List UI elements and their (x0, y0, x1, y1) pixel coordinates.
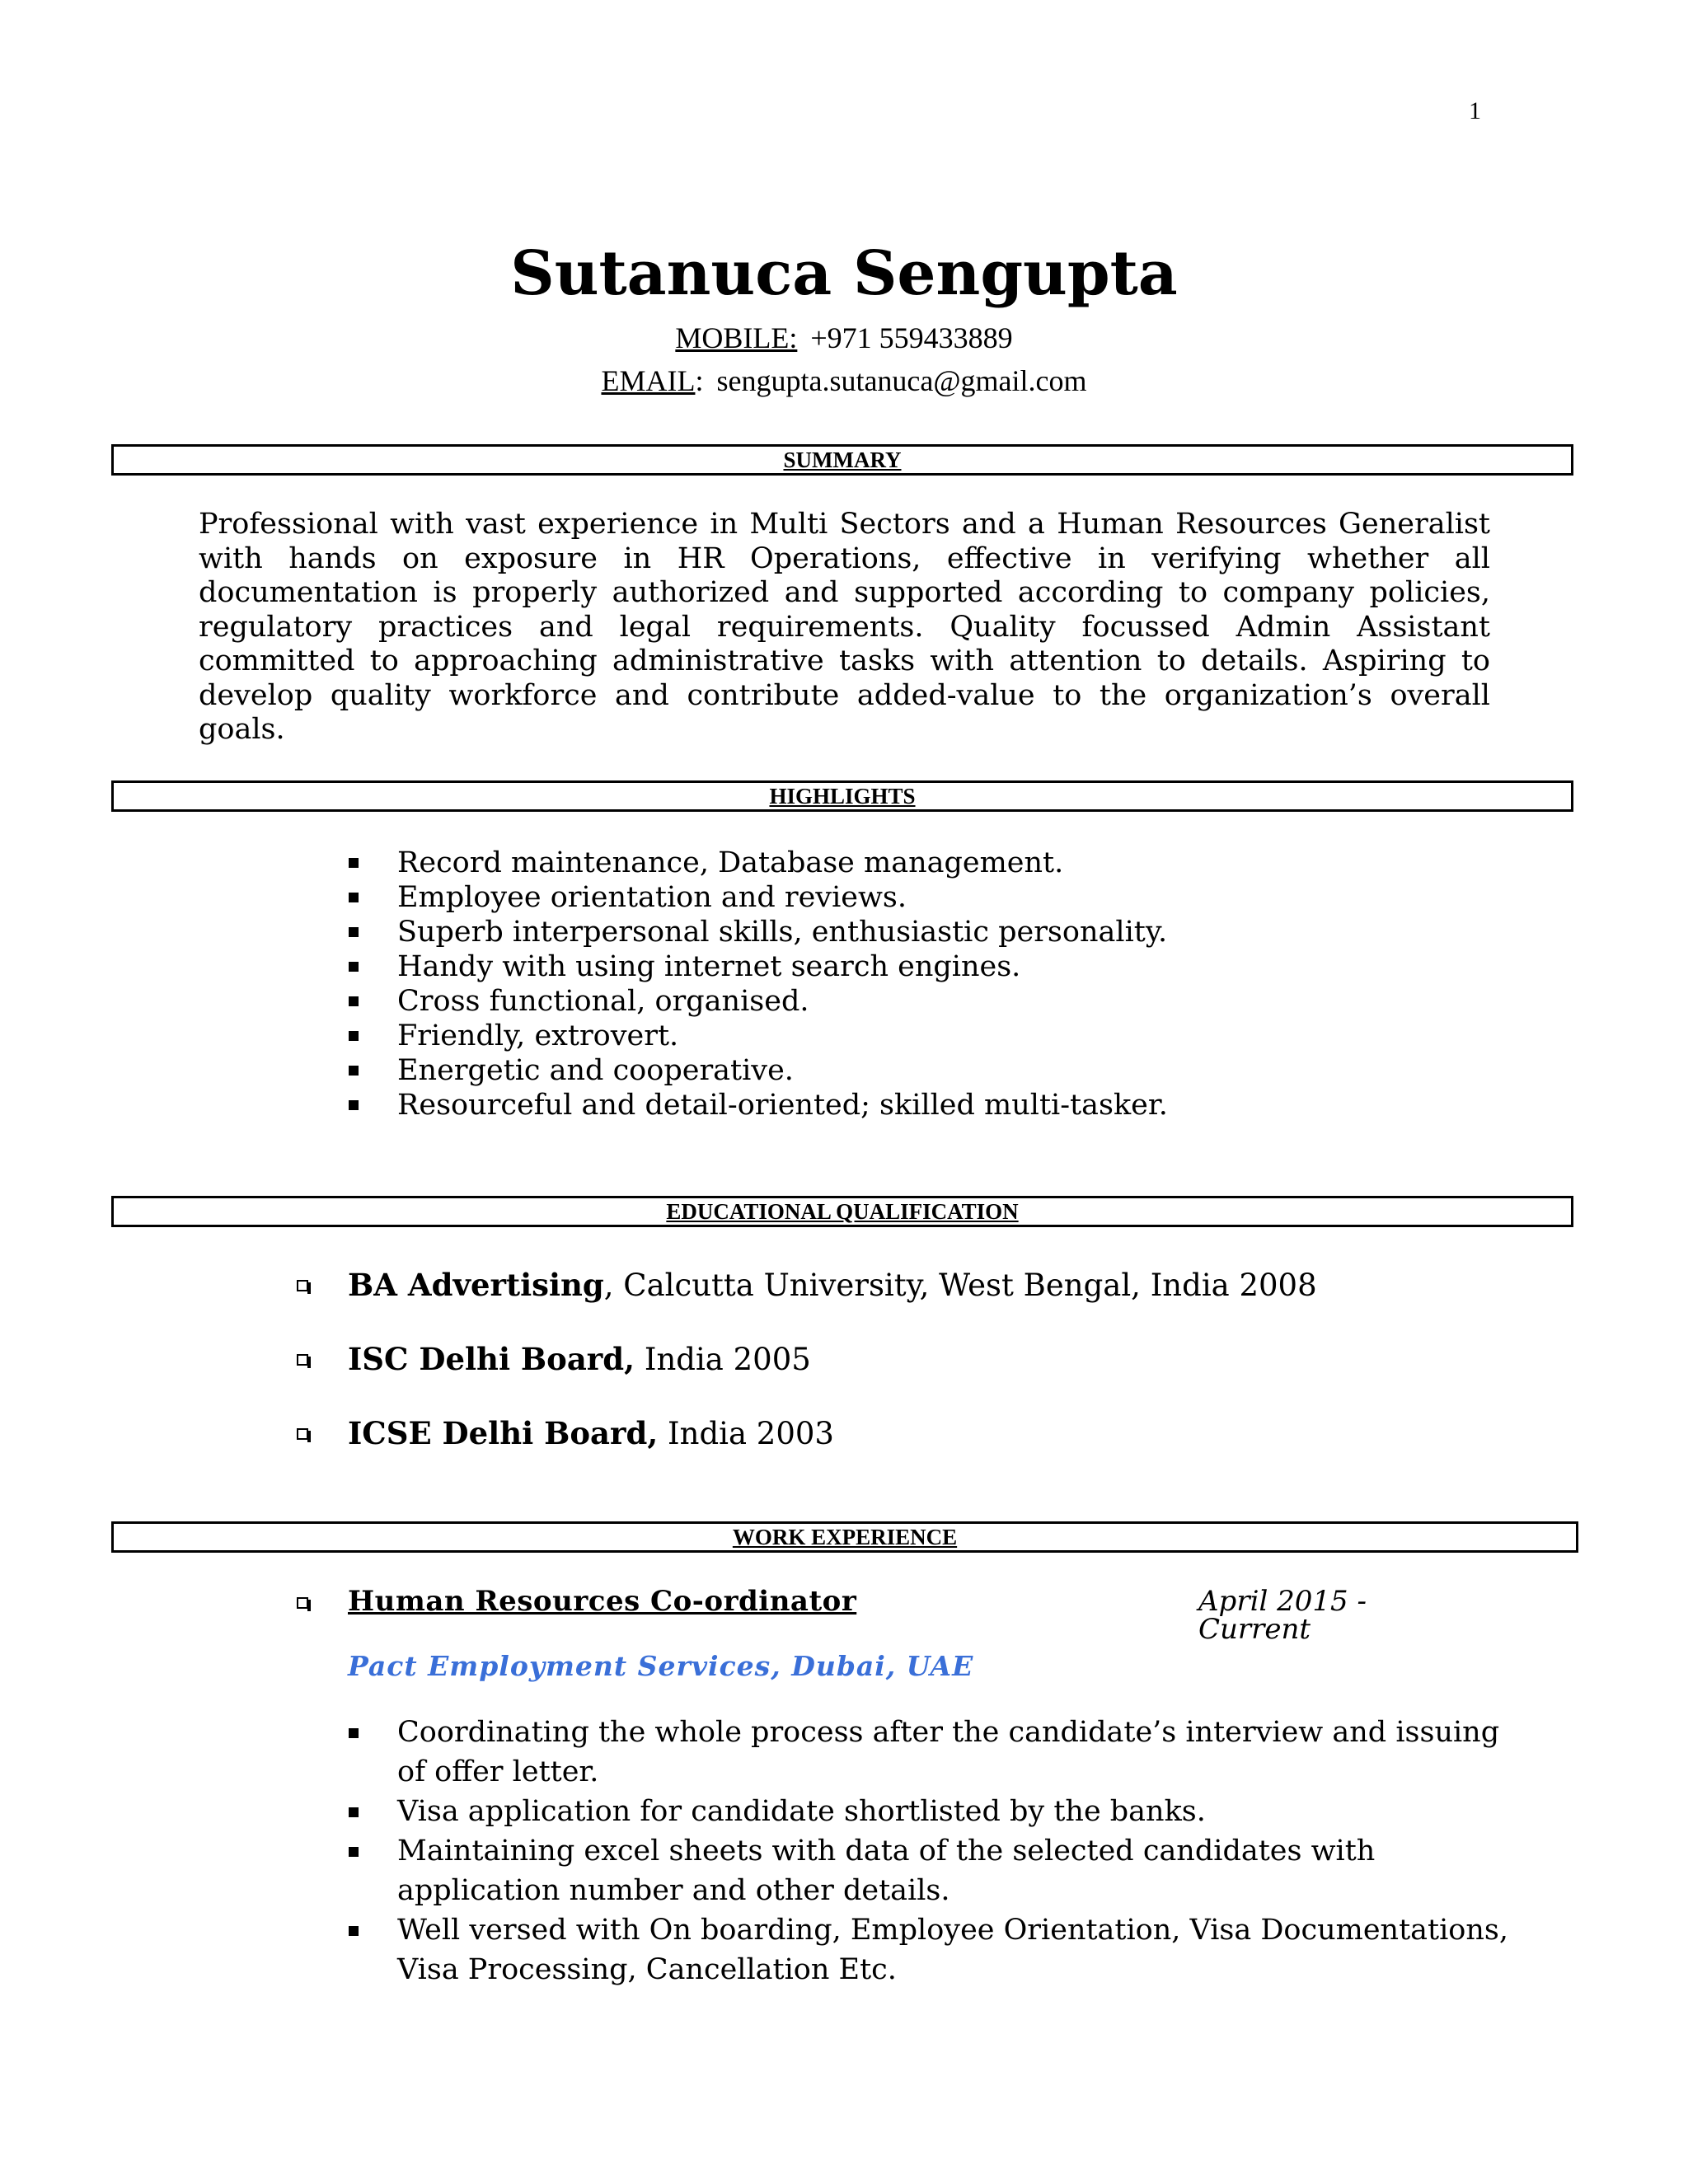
job-title: Human Resources Co-ordinator (348, 1585, 857, 1618)
mobile-line (0, 323, 1688, 353)
email-label: EMAIL (601, 364, 696, 397)
square-bullet-icon (349, 1100, 359, 1110)
email-line (0, 366, 1688, 396)
square-bullet-icon (349, 1728, 359, 1738)
list-item: Well versed with On boarding, Employee Orientation, Visa Documentations, Visa Processing, Cancellation Etc. (346, 1910, 1517, 1990)
list-item: Cross functional, organised. (346, 984, 1168, 1019)
education-item (297, 1267, 1317, 1303)
highlights-heading-text: HIGHLIGHTS (769, 784, 916, 808)
email-colon: : (695, 364, 704, 397)
education-heading-text: EDUCATIONAL QUALIFICATION (666, 1199, 1019, 1224)
highlights-heading (111, 780, 1573, 812)
degree-name: ISC Delhi Board, (348, 1341, 635, 1377)
job-dates: April 2015 - Current (1198, 1585, 1367, 1646)
company-name: Pact Employment Services, Dubai, UAE (348, 1650, 974, 1682)
square-bullet-icon (349, 893, 359, 902)
list-item: Energetic and cooperative. (346, 1053, 1168, 1088)
list-item: Superb interpersonal skills, enthusiastic personality. (346, 915, 1168, 949)
square-bullet-icon (349, 858, 359, 868)
duties-list (346, 1713, 1517, 1990)
square-bullet-icon (349, 927, 359, 937)
list-item: Resourceful and detail-oriented; skilled multi-tasker. (346, 1088, 1168, 1122)
checkbox-bullet-icon (297, 1428, 308, 1440)
degree-detail: India 2003 (658, 1416, 834, 1451)
list-item: Coordinating the whole process after the candidate’s interview and issuing of offer letter. (346, 1713, 1517, 1792)
work-heading-text: WORK EXPERIENCE (732, 1525, 958, 1549)
mobile-label: MOBILE: (675, 321, 798, 354)
square-bullet-icon (349, 996, 359, 1006)
square-bullet-icon (349, 1847, 359, 1857)
highlights-list (346, 846, 1168, 1122)
square-bullet-icon (349, 1926, 359, 1936)
square-bullet-icon (349, 1066, 359, 1076)
summary-heading (111, 444, 1573, 476)
candidate-name: Sutanuca Sengupta (510, 238, 1178, 309)
checkbox-bullet-icon (297, 1280, 308, 1291)
mobile-value: +971 559433889 (810, 321, 1013, 354)
list-item: Maintaining excel sheets with data of the selected candidates with application number and other details. (346, 1831, 1517, 1910)
list-item: Record maintenance, Database management. (346, 846, 1168, 880)
square-bullet-icon (349, 1807, 359, 1817)
education-item (297, 1415, 834, 1451)
work-heading (111, 1521, 1578, 1553)
checkbox-bullet-icon (297, 1597, 308, 1609)
checkbox-bullet-icon (297, 1354, 308, 1366)
email-value: sengupta.sutanuca@gmail.com (716, 364, 1087, 397)
list-item: Friendly, extrovert. (346, 1019, 1168, 1053)
degree-name: ICSE Delhi Board, (348, 1415, 659, 1451)
page-number: 1 (1469, 97, 1481, 124)
list-item: Visa application for candidate shortlisted by the banks. (346, 1792, 1517, 1831)
degree-detail: India 2005 (635, 1342, 811, 1377)
education-item (297, 1341, 811, 1377)
job-header (297, 1585, 1451, 1646)
list-item: Handy with using internet search engines. (346, 949, 1168, 984)
summary-heading-text: SUMMARY (783, 448, 902, 472)
degree-name: BA Advertising (348, 1267, 604, 1303)
square-bullet-icon (349, 962, 359, 972)
list-item: Employee orientation and reviews. (346, 880, 1168, 915)
square-bullet-icon (349, 1031, 359, 1041)
summary-text: Professional with vast experience in Multi Sectors and a Human Resources Generalist with hands on exposure in HR Operations, effective in verifying whether all documentation is properly authorized and supported according to company policies, regulatory practices and legal requirements. Quality focussed Admin Assistant committed to approaching administrative tasks with attention to details. Aspiring to develop quality workforce and contribute added-value to the organization’s overall goals. (199, 508, 1490, 746)
degree-detail: , Calcutta University, West Bengal, India 2008 (603, 1268, 1317, 1303)
education-heading (111, 1196, 1573, 1227)
